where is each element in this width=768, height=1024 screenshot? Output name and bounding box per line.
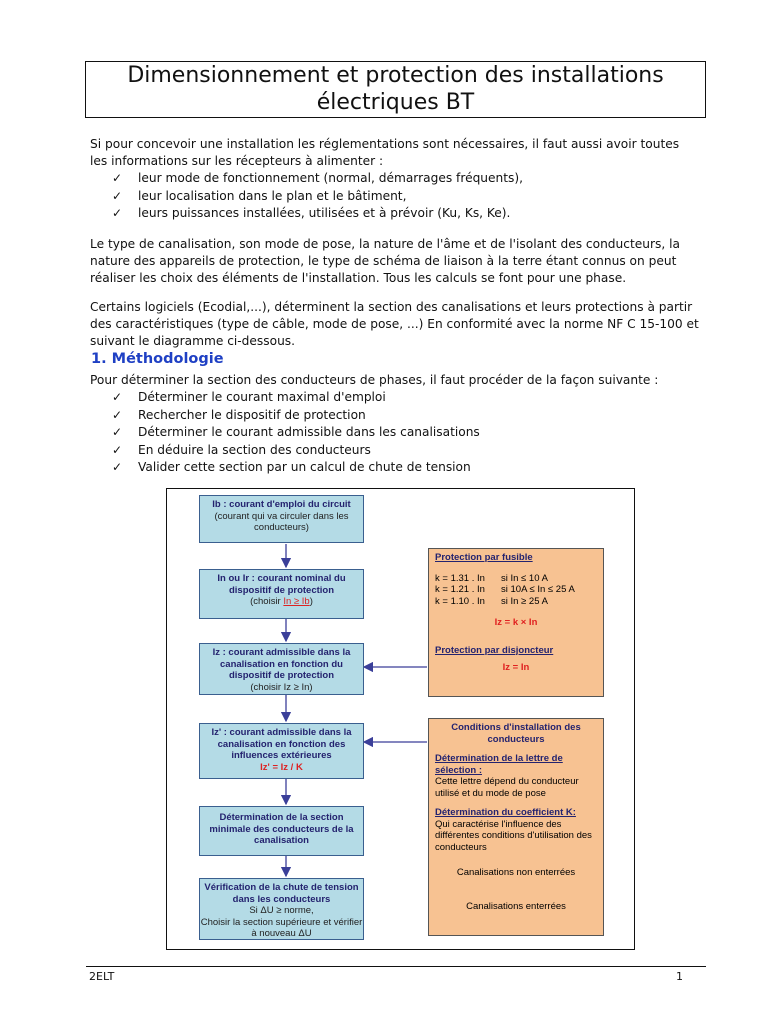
page-title-line2: électriques BT (316, 90, 475, 115)
checkmark-icon: ✓ (112, 407, 123, 422)
checkmark-icon: ✓ (112, 188, 123, 203)
checkmark-icon: ✓ (112, 442, 123, 457)
list-item: ✓ Déterminer le courant admissible dans les canalisations (90, 424, 700, 442)
checkmark-icon: ✓ (112, 425, 123, 439)
box-voltage-drop: Vérification de la chute de tension dans les conducteurs Si ΔU ≥ norme, Choisir la section supérieure et vérifier à nouveau ΔU (199, 878, 364, 940)
methodology-steps (90, 389, 700, 477)
letter-heading: Détermination de la lettre de sélection : (435, 753, 563, 776)
list-item: ✓ Déterminer le courant maximal d'emploi (90, 389, 700, 407)
coef-text: Qui caractérise l'influence des différentes conditions d'utilisation des conducteurs (435, 818, 592, 853)
box-ib: Ib : courant d'emploi du circuit (courant qui va circuler dans les conducteurs) (199, 495, 364, 543)
methodology-diagram (166, 488, 635, 950)
page-number: 1 (676, 970, 683, 983)
section-heading-methodologie: 1. Méthodologie (91, 351, 224, 367)
fuse-row: k = 1.21 . In si 10A ≤ In ≤ 25 A (435, 584, 575, 595)
box-iz: Iz : courant admissible dans la canalisation en fonction du dispositif de protection (choisir Iz ≥ In) (199, 643, 364, 695)
paragraph-2: Le type de canalisation, son mode de pose, la nature de l'âme et de l'isolant des conducteurs, la nature des appareils de protection, le type de schéma de liaison à la terre étant connus on peut réaliser les choix des éléments de l'installation. Tous les calculs se font pour une phase. (90, 237, 680, 285)
list-item: ✓ Valider cette section par un calcul de chute de tension (90, 459, 700, 477)
breaker-formula: Iz = In (502, 662, 530, 673)
letter-text: Cette lettre dépend du conducteur utilisé et du mode de pose (435, 776, 579, 799)
conditions-heading: Conditions d'installation des conducteurs (451, 722, 581, 745)
box-section: Détermination de la section minimale des conducteurs de la canalisation (199, 806, 364, 856)
breaker-heading: Protection par disjoncteur (435, 644, 554, 656)
non-buried-label: Canalisations non enterrées (456, 867, 576, 878)
checkmark-icon: ✓ (112, 460, 123, 474)
buried-label: Canalisations enterrées (466, 900, 566, 912)
footer-divider (86, 966, 706, 967)
box-in: In ou Ir : courant nominal du dispositif de protection (choisir In ≥ Ib) (199, 569, 364, 619)
page-title-box (85, 61, 706, 118)
list-item: ✓ Rechercher le dispositif de protection (90, 407, 700, 425)
intro-paragraph: Si pour concevoir une installation les réglementations sont nécessaires, il faut aussi avoir toutes les informations sur les récepteurs à alimenter : (90, 137, 680, 168)
checkmark-icon: ✓ (112, 390, 123, 404)
list-item: ✓ leurs puissances installées, utilisées et à prévoir (Ku, Ks, Ke). (90, 205, 700, 223)
list-item: ✓ En déduire la section des conducteurs (90, 442, 700, 460)
methodology-intro: Pour déterminer la section des conducteurs de phases, il faut procéder de la façon suivante : (90, 373, 659, 387)
protection-box (428, 548, 604, 697)
box-iz-prime: Iz' : courant admissible dans la canalisation en fonction des influences extérieures Iz' = Iz / K (199, 723, 364, 779)
list-item: ✓ leur localisation dans le plan et le bâtiment, (90, 188, 700, 206)
checkmark-icon: ✓ (112, 171, 123, 185)
paragraph-3: Certains logiciels (Ecodial,...), déterminent la section des canalisations et leurs protections à partir des caractéristiques (type de câble, mode de pose, ...) En conformité avec la norme NF C 15-100 et suivant le diagramme ci-dessous. (90, 300, 699, 348)
checkmark-icon: ✓ (112, 206, 123, 220)
fuse-row: k = 1.10 . In si In ≥ 25 A (435, 595, 548, 607)
page-title-line1: Dimensionnement et protection des installations (127, 63, 664, 88)
footer-left: 2ELT (89, 970, 115, 983)
intro-section (90, 136, 700, 223)
list-item: ✓ leur mode de fonctionnement (normal, démarrages fréquents), (90, 170, 700, 188)
fuse-row: k = 1.31 . In si In ≤ 10 A (435, 572, 548, 584)
intro-bullets (90, 170, 700, 223)
fuse-heading: Protection par fusible (435, 552, 533, 563)
coef-heading: Détermination du coefficient K: (435, 807, 576, 818)
methodology-section (90, 372, 700, 477)
fuse-formula: Iz = k × In (494, 617, 538, 628)
conditions-box (428, 718, 604, 936)
